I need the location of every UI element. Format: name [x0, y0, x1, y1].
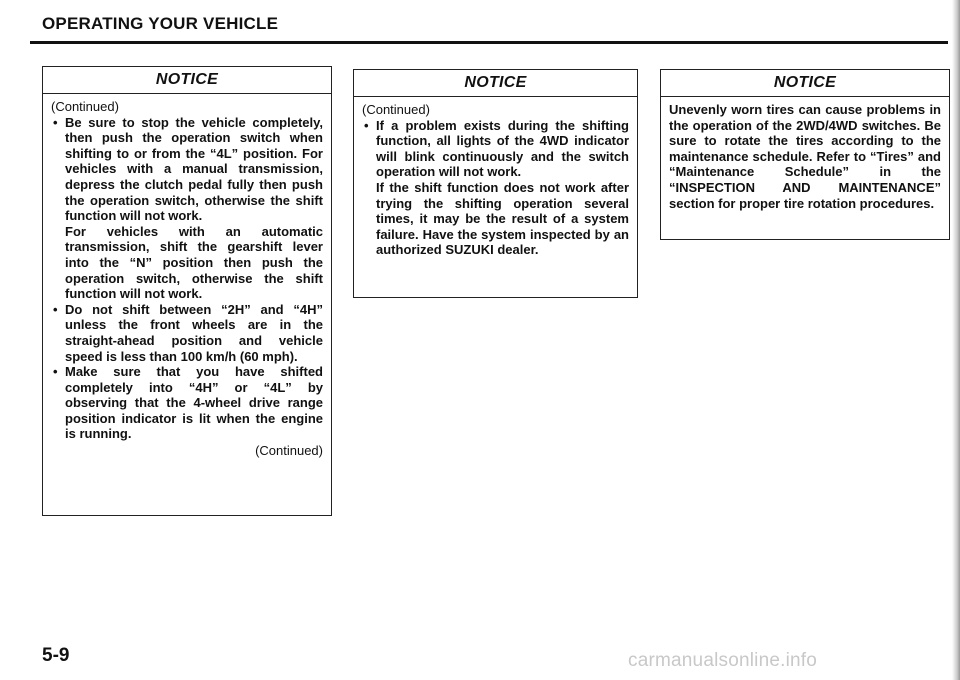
notice-heading: NOTICE [43, 67, 331, 94]
notice-box-middle [353, 69, 638, 298]
continued-label: (Continued) [51, 99, 119, 114]
header-rule [30, 41, 948, 44]
list-item-text: • Do not shift between “2H” and “4H” unless the front wheels are in the straight-ahead position and vehicle speed is less than 100 km/h (60 mph). [65, 301, 323, 364]
list-item-text: • Make sure that you have shifted completely into “4H” or “4L” by observing that the 4-wheel drive range position indicator is lit when the engine is running. [65, 364, 323, 442]
notice-list [51, 115, 323, 442]
list-item [362, 118, 629, 258]
notice-heading: NOTICE [354, 70, 637, 97]
notice-body [661, 97, 949, 217]
notice-body [354, 97, 637, 264]
notice-list [362, 118, 629, 258]
list-item [51, 364, 323, 442]
notice-body [43, 94, 331, 465]
page-number: 5-9 [42, 645, 70, 666]
notice-text: Unevenly worn tires can cause problems in the operation of the 2WD/4WD switches. Be sure to rotate the tires according to the maintenance schedule. Refer to “Tires” and “Maintenance Schedule” in the “INSPECTION AND MAINTENANCE” section for proper tire rotation procedures. [669, 102, 941, 211]
list-item [51, 115, 323, 302]
page-section-title: OPERATING YOUR VEHICLE [42, 14, 279, 33]
list-item-text: If the shift function does not work after trying the shifting operation several times, it may be the result of a system failure. Have the system inspected by an authorized SUZUKI dealer. [376, 179, 629, 258]
watermark: carmanualsonline.info [628, 650, 818, 671]
list-item-text: • Be sure to stop the vehicle completely, then push the operation switch when shifting to or from the “4L” position. For vehicles with a manual transmission, depress the clutch pedal fully then push the operation switch, otherwise the shift function will not work. [65, 114, 323, 224]
notice-box-right [660, 69, 950, 240]
list-item-text: For vehicles with an automatic transmission, shift the gearshift lever into the “N” position then push the operation switch, otherwise the shift function will not work. [65, 223, 323, 302]
notice-heading: NOTICE [661, 70, 949, 97]
list-item-text: • If a problem exists during the shifting function, all lights of the 4WD indicator will blink continuously and the switch operation will not work. [376, 117, 629, 180]
page-binding-edge [952, 0, 960, 680]
continued-label: (Continued) [362, 102, 430, 117]
list-item [51, 302, 323, 364]
notice-box-left [42, 66, 332, 516]
continued-label: (Continued) [255, 443, 323, 459]
